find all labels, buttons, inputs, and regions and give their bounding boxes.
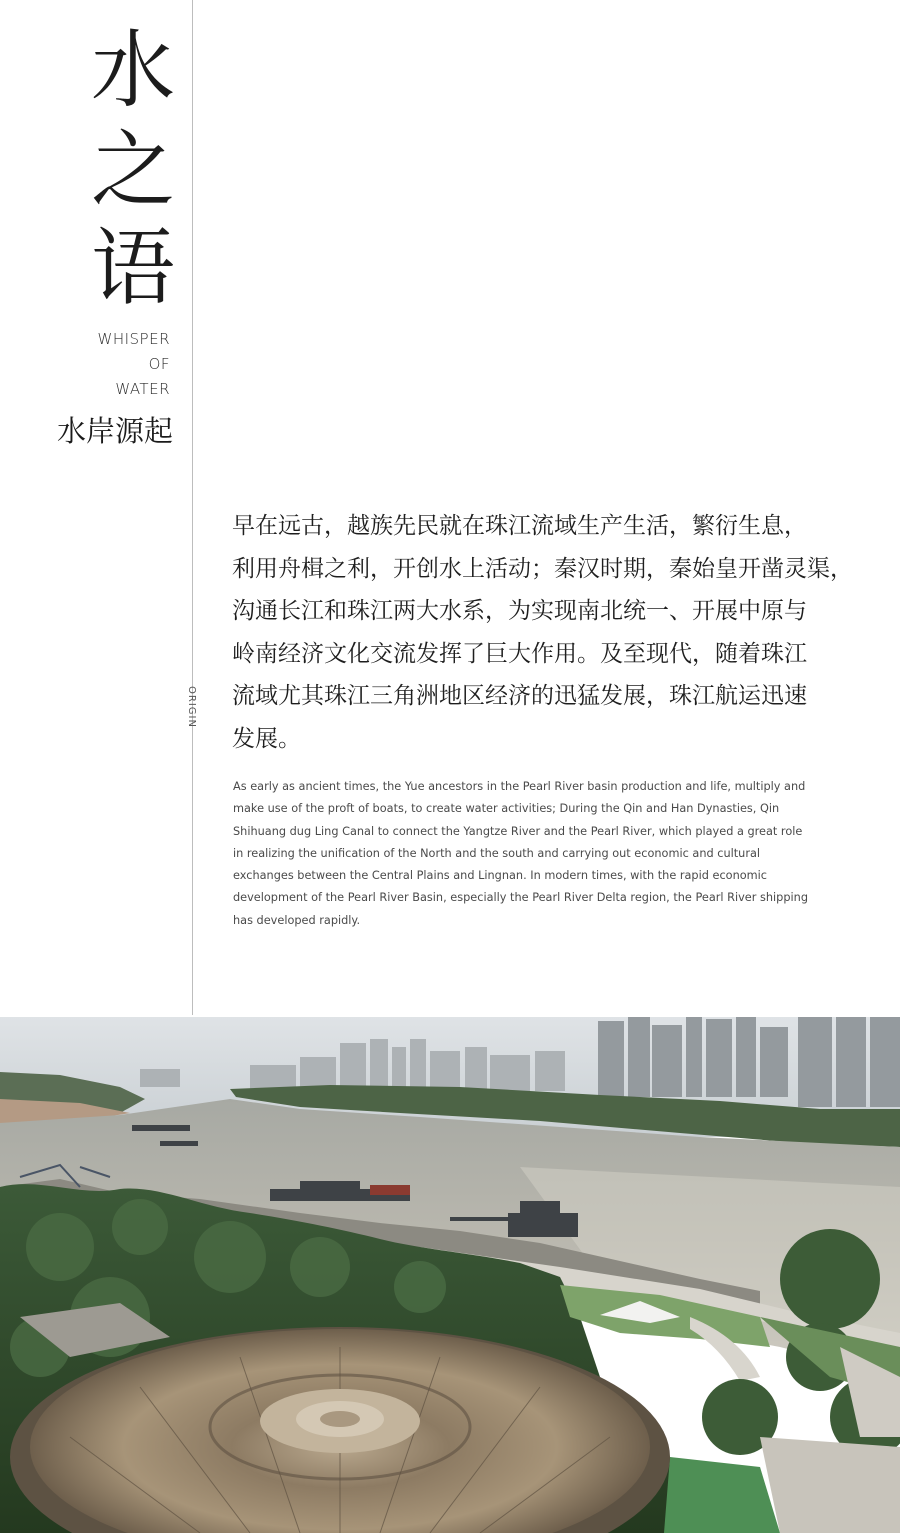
body-paragraph-chinese: 早在远古，越族先民就在珠江流域生产生活，繁衍生息， 利用舟楫之利，开创水上活动；秦汉时期，秦始皇开凿灵渠， 沟通长江和珠江两大水系，为实现南北统一、开展中原与 岭南经济文化交流发挥了巨大作用。及至现代，随着珠江 流域尤其珠江三角洲地区经济的迅猛发展，珠江航运迅速 发展。: [232, 513, 853, 752]
title-char-water: 水: [90, 21, 175, 119]
title-char-whisper: 语: [90, 219, 175, 317]
side-label-tick: [192, 660, 193, 676]
title-en-whisper: WHISPER: [97, 330, 170, 348]
side-label-origin: ORIGIN: [186, 686, 197, 728]
title-char-of: 之: [90, 121, 175, 219]
body-paragraph-english: As early as ancient times, the Yue ancestors in the Pearl River basin production and life, multiply and make use of the proft of boats, to create water activities; During the Qin and Han Dynasties, Qin Shihuang dug Ling Canal to connect the Yangtze River and the Pearl River, which played a great role in realizing the unification of the North and the south and carrying out economic and cultural exchanges between the Central Plains and Lingnan. In modern times, with the rapid economic development of the Pearl River Basin, especially the Pearl River Delta region, the Pearl River shipping has developed rapidly.: [233, 780, 808, 927]
aerial-river-photo: [0, 1017, 900, 1533]
vertical-divider: [192, 0, 193, 1015]
section-subtitle: 水岸源起: [56, 414, 173, 448]
title-en-of: OF: [148, 355, 170, 373]
aerial-river-photo-icon: [0, 1017, 900, 1533]
title-en-water: WATER: [115, 380, 170, 398]
